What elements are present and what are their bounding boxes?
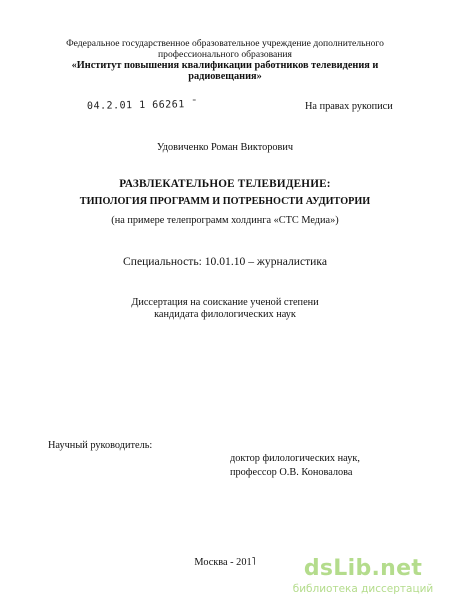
city-year: Москва - 201˥ [194, 557, 256, 568]
dissertation-line-2: кандидата филологических наук [154, 309, 296, 320]
institution-line-3: «Институт повышения квалификации работников телевидения и [71, 60, 379, 71]
author-name: Удовиченко Роман Викторович [156, 142, 294, 153]
supervisor-label: Научный руководитель: [48, 440, 153, 451]
watermark [288, 556, 438, 601]
institution-header [0, 38, 450, 82]
supervisor-name: профессор О.В. Коновалова [230, 467, 353, 478]
title-line-3: (на примере телепрограмм холдинга «СТС Медиа») [111, 215, 339, 226]
institution-line-4: радиовещания» [188, 71, 262, 82]
archive-stamp: 04.2.01 1 66261 ˉ [86, 99, 198, 112]
title-line-1: РАЗВЛЕКАТЕЛЬНОЕ ТЕЛЕВИДЕНИЕ: [119, 178, 331, 190]
supervisor-degree: доктор филологических наук, [230, 453, 360, 464]
title-line-2: ТИПОЛОГИЯ ПРОГРАММ И ПОТРЕБНОСТИ АУДИТОРИИ [79, 196, 371, 207]
specialty: Специальность: 10.01.10 – журналистика [123, 255, 327, 268]
watermark-logo: dsLib.net [303, 556, 423, 581]
institution-line-1: Федеральное государственное образовательное учреждение дополнительного [66, 38, 384, 49]
institution-line-2: профессионального образования [158, 49, 292, 60]
watermark-caption: библиотека диссертаций [292, 583, 434, 595]
manuscript-note: На правах рукописи [305, 101, 393, 112]
dissertation-line-1: Диссертация на соискание ученой степени [131, 297, 319, 308]
